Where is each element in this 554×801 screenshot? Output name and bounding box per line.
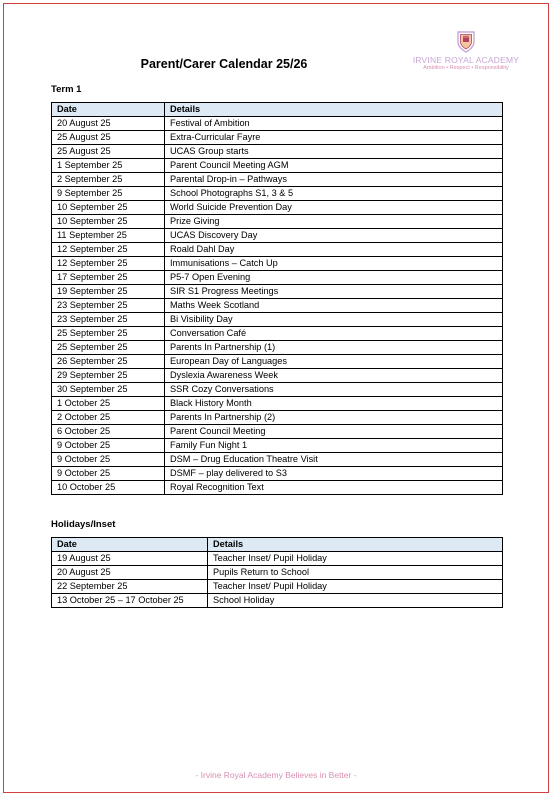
table-row (52, 411, 503, 425)
details-cell: Parental Drop-in – Pathways (165, 173, 503, 187)
table-row (52, 397, 503, 411)
table-row (52, 467, 503, 481)
date-cell: 19 September 25 (52, 285, 165, 299)
date-cell: 20 August 25 (52, 117, 165, 131)
term1-heading: Term 1 (51, 84, 82, 95)
details-cell: DSMF – play delivered to S3 (165, 467, 503, 481)
date-cell: 6 October 25 (52, 425, 165, 439)
date-cell: 1 September 25 (52, 159, 165, 173)
table-row (52, 453, 503, 467)
page-title: Parent/Carer Calendar 25/26 (140, 57, 308, 71)
column-header-details: Details (165, 103, 503, 117)
details-cell: Pupils Return to School (208, 566, 503, 580)
date-cell: 2 September 25 (52, 173, 165, 187)
table-row (52, 215, 503, 229)
date-cell: 19 August 25 (52, 552, 208, 566)
table-row (52, 285, 503, 299)
document-page (3, 3, 549, 793)
date-cell: 9 October 25 (52, 453, 165, 467)
details-cell: Dyslexia Awareness Week (165, 369, 503, 383)
table-row (52, 552, 503, 566)
table-row (52, 187, 503, 201)
details-cell: Prize Giving (165, 215, 503, 229)
details-cell: Teacher Inset/ Pupil Holiday (208, 580, 503, 594)
table-row (52, 355, 503, 369)
table-row (52, 481, 503, 495)
column-header-date: Date (52, 538, 208, 552)
details-cell: P5-7 Open Evening (165, 271, 503, 285)
table-row (52, 201, 503, 215)
table-row (52, 425, 503, 439)
date-cell: 23 September 25 (52, 299, 165, 313)
table-row (52, 271, 503, 285)
table-header-row (52, 103, 503, 117)
details-cell: Black History Month (165, 397, 503, 411)
details-cell: Family Fun Night 1 (165, 439, 503, 453)
date-cell: 9 October 25 (52, 467, 165, 481)
table-row (52, 313, 503, 327)
date-cell: 2 October 25 (52, 411, 165, 425)
date-cell: 10 September 25 (52, 201, 165, 215)
details-cell: DSM – Drug Education Theatre Visit (165, 453, 503, 467)
table-row (52, 257, 503, 271)
details-cell: European Day of Languages (165, 355, 503, 369)
date-cell: 12 September 25 (52, 257, 165, 271)
details-cell: Immunisations – Catch Up (165, 257, 503, 271)
page-footer: - Irvine Royal Academy Believes in Better - (195, 770, 357, 780)
date-cell: 25 September 25 (52, 341, 165, 355)
table-row (52, 580, 503, 594)
details-cell: Bi Visibility Day (165, 313, 503, 327)
date-cell: 11 September 25 (52, 229, 165, 243)
details-cell: Parent Council Meeting (165, 425, 503, 439)
details-cell: Parents In Partnership (2) (165, 411, 503, 425)
table-row (52, 117, 503, 131)
details-cell: SIR S1 Progress Meetings (165, 285, 503, 299)
date-cell: 10 September 25 (52, 215, 165, 229)
date-cell: 17 September 25 (52, 271, 165, 285)
column-header-details: Details (208, 538, 503, 552)
date-cell: 13 October 25 – 17 October 25 (52, 594, 208, 608)
holidays-heading: Holidays/Inset (51, 519, 116, 530)
details-cell: Parents In Partnership (1) (165, 341, 503, 355)
table-row (52, 341, 503, 355)
school-crest-icon (456, 30, 476, 54)
date-cell: 22 September 25 (52, 580, 208, 594)
table-row (52, 439, 503, 453)
date-cell: 26 September 25 (52, 355, 165, 369)
date-cell: 25 August 25 (52, 145, 165, 159)
table-row (52, 327, 503, 341)
table-row (52, 159, 503, 173)
date-cell: 23 September 25 (52, 313, 165, 327)
table-row (52, 594, 503, 608)
date-cell: 9 October 25 (52, 439, 165, 453)
column-header-date: Date (52, 103, 165, 117)
date-cell: 9 September 25 (52, 187, 165, 201)
term1-table (51, 102, 503, 495)
details-cell: Teacher Inset/ Pupil Holiday (208, 552, 503, 566)
date-cell: 1 October 25 (52, 397, 165, 411)
details-cell: Extra-Curricular Fayre (165, 131, 503, 145)
table-row (52, 173, 503, 187)
details-cell: Festival of Ambition (165, 117, 503, 131)
details-cell: Conversation Café (165, 327, 503, 341)
details-cell: Royal Recognition Text (165, 481, 503, 495)
date-cell: 20 August 25 (52, 566, 208, 580)
table-row (52, 299, 503, 313)
holidays-table (51, 537, 503, 608)
table-row (52, 131, 503, 145)
table-row (52, 243, 503, 257)
date-cell: 12 September 25 (52, 243, 165, 257)
table-row (52, 145, 503, 159)
details-cell: SSR Cozy Conversations (165, 383, 503, 397)
details-cell: Parent Council Meeting AGM (165, 159, 503, 173)
details-cell: School Holiday (208, 594, 503, 608)
date-cell: 30 September 25 (52, 383, 165, 397)
logo-tagline: Ambition • Respect • Responsibility (423, 65, 509, 71)
school-logo (402, 30, 530, 71)
details-cell: UCAS Discovery Day (165, 229, 503, 243)
table-row (52, 383, 503, 397)
date-cell: 10 October 25 (52, 481, 165, 495)
details-cell: Maths Week Scotland (165, 299, 503, 313)
table-row (52, 229, 503, 243)
table-row (52, 566, 503, 580)
date-cell: 25 August 25 (52, 131, 165, 145)
date-cell: 25 September 25 (52, 327, 165, 341)
date-cell: 29 September 25 (52, 369, 165, 383)
table-header-row (52, 538, 503, 552)
table-row (52, 369, 503, 383)
details-cell: UCAS Group starts (165, 145, 503, 159)
logo-name: IRVINE ROYAL ACADEMY (412, 55, 520, 65)
details-cell: School Photographs S1, 3 & 5 (165, 187, 503, 201)
details-cell: Roald Dahl Day (165, 243, 503, 257)
details-cell: World Suicide Prevention Day (165, 201, 503, 215)
